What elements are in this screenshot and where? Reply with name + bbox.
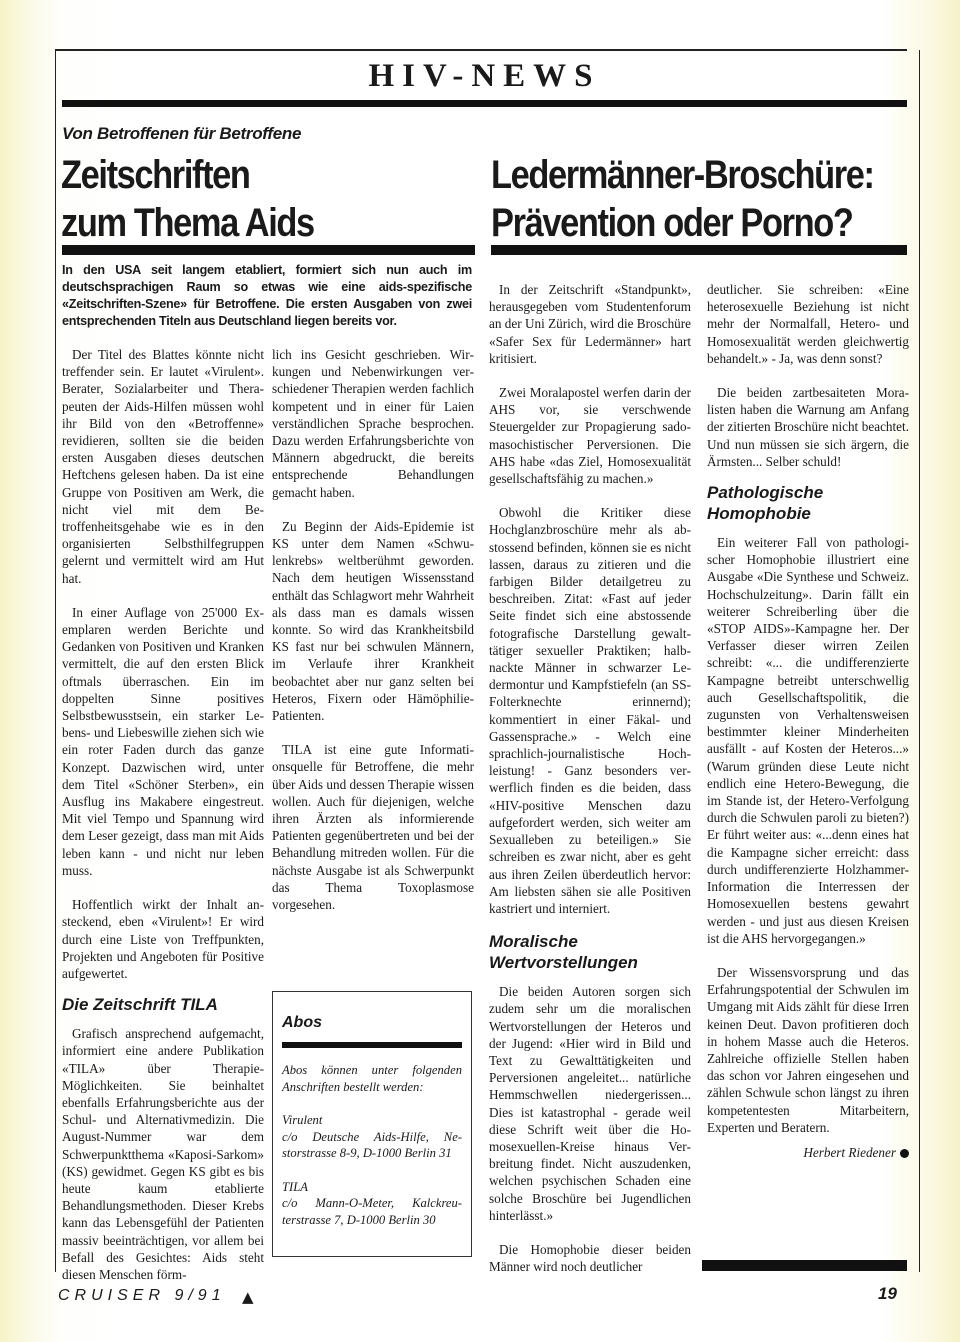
paragraph: Der Wissensvorsprung und das Erfahrungspotential der Schwulen im Umgang mit Aids zählt für diese Irren keinen Deut. Davon profitieren doch in hohem Masse auch die Heteros. Zahlreiche offizielle Stellen haben das schon vor Jahren eingesehen und zählen Schwule schon längst zu ihren kompetentesten Mitarbeitern, Experten und Beratern. <box>707 964 909 1135</box>
paragraph: TILA ist eine gute Informationsquelle für Betroffene, die mehr über Aids und dessen Therapie wissen wollen. Auch für diejenigen, welche ihren Ärzten als informierende Patienten gegenübertreten und bei der Behandlung mitreden wollen. Für die nächste Ausgabe ist als Schwerpunkt das Thema Toxoplasmose vorgesehen. <box>272 742 474 913</box>
paragraph: Zwei Moralapostel werfen darin der AHS vor, sie verschwende Steuergelder zur Propagierung sado-masochistischer Perversionen. Die AHS habe «das Ziel, Homosexualität gesellschaftsfähig zu machen.» <box>489 385 691 487</box>
paragraph: Ein weiterer Fall von pathologischer Homophobie illustriert eine Ausgabe «Die Synthese und Schweiz. Hochschulzeitung». Darin fällt ein weiterer Schreiberling über die «STOP AIDS»-Kampagne her. Der Verfasser dieser wirren Zeilen schreibt: «... die undifferenzierte Kampagne betreibt unterschwellig auch Gesellschaftspolitik, die zugunsten von Verhaltensweisen bestimmter kleiner Minderheiten ausfällt - auf Kosten der Heteros...» (Warum gründen diese Leute nicht endlich eine Hetero-Bewegung, die im Stande ist, der Hetero-Verfolgung durch die Schwulen paroli zu bieten?) Er führt weiter aus: «...denn eines hat die Kampagne sicher erreicht: dass durch undifferenzierte Holzhammer-Information die Interressen der Homosexuellen bestens gewahrt werden - und just aus diesen Kreisen ist die AHS hervorgegangen.» <box>707 535 909 946</box>
abos-entry-name: TILA <box>282 1179 308 1194</box>
article1-lede: In den USA seit langem etabliert, formiert sich nun auch im deutschsprachigen Raum so etwas wie eine aids-spezifische «Zeitschriften-Szene» für Betroffene. Die ersten Ausgaben von zwei entsprechenden Titeln aus Deutschland liegen bereits vor. <box>62 263 472 328</box>
paragraph: Die Homophobie dieser beiden Männer wird noch deutlicher <box>489 1241 691 1275</box>
article1-kicker: Von Betroffenen für Betroffene <box>62 124 302 143</box>
paragraph: Die beiden Autoren sorgen sich zudem sehr um die moralischen Wertvorstellungen der Heteros und der Jugend: «Hier wird in Bild und Text zu Gewalttätigkeiten und Perversionen angeleitet... natürliche Hemmschwellen niedergerissen... Dies ist katastrophal - gerade weil diese Schrift weit über die Homosexuellen-Kreise hinaus Verbreitung findet. Nicht auszudenken, welchen psychischen Schaden eine solche Broschüre bei Jugendlichen hinterlässt.» <box>489 984 691 1223</box>
masthead: HIV-NEWS <box>368 58 601 94</box>
paragraph: In der Zeitschrift «Standpunkt», herausgegeben vom Studentenforum an der Uni Zürich, wird die Broschüre «Safer Sex für Ledermänner» hart kritisiert. <box>489 282 691 366</box>
end-mark-icon <box>900 1149 909 1158</box>
paragraph: Zu Beginn der Aids-Epidemie ist KS unter dem Namen «Schwulenkrebs» weltberühmt geworden. Nach dem heutigen Wissensstand enthält das Schlagwort mehr Wahrheit als dass man es damals wissen konnte. So wird das Krankheitsbild KS fast nur bei schwulen Männern, im Verlaufe ihrer Krankheit beobachtet aber nur ganz selten bei Heteros, Fixern oder Hämöphilie-Patienten. <box>272 518 474 724</box>
article2-headline-rule <box>491 245 907 255</box>
article1-column-1 <box>62 346 264 1283</box>
paragraph: Obwohl die Kritiker diese Hochglanzbroschüre mehr als abstossend befinden, können sie es nicht lassen, daraus zu zitieren und die farbigen Bilder detailgetreu zu beschreiben. Zitat: «Fast auf jeder Seite findet sich eine abstossende fotografische Darstellung gewalttätiger sexueller Praktiken; halbnackte Männer in schwarzer Ledermontur und Kampfstiefeln (an SS-Folterknechte erinnernd); kommentiert in einer Fäkal- und Gassensprache.» - Welch eine sprachlich-journalistische Hochleistung! - Ganz besonders verwerflich finden es die beiden, dass «HIV-positive Menschen dazu aufgefordert werden, sich weiter am Sexualleben zu beteiligen.» Sie schreiben es zwar nicht, aber es geht aus ihren Zeilen überdeutlich hervor: Am liebsten sähen sie alle Positiven kastriert und interniert. <box>489 505 691 916</box>
article1-column-2 <box>272 346 474 913</box>
paragraph: Der Titel des Blattes könnte nicht treffender sein. Er lautet «Virulent». Berater, Sozialarbeiter und Therapeuten der Aids-Hilfen müssen wohl ihr Bild von den «Betroffenne» revidieren, sollten sie die beiden ersten Ausgaben dieses deutschen Heftchens gelesen haben. Da ist eine Gruppe von Positiven am Werk, die nicht viel mit dem Betroffenheitsgehabe wie es in den organisierten Selbsthilfegruppen gelernt und vermittelt wird am Hut hat. <box>62 347 264 586</box>
top-rule <box>55 49 907 51</box>
masthead-rule <box>62 100 907 107</box>
abos-text <box>282 1062 462 1228</box>
paragraph: lich ins Gesicht geschrieben. Wirkungen und Nebenwirkungen verschiedener Therapien werden fachlich kompetent und in einer für Laien verständlichen Sprache besprochen. Dazu werden Erfahrungsberichte von Männern abgedruckt, die bereits entsprechende Behandlungen gemacht haben. <box>272 347 474 500</box>
article2-column-4 <box>707 281 909 1161</box>
page-number: 19 <box>878 1284 897 1303</box>
paragraph: Hoffentlich wirkt der Inhalt ansteckend, eben «Virulent»! Er wird durch eine Liste von Treffpunkten, Projekten und Angeboten für Positive aufgewertet. <box>62 897 264 981</box>
byline <box>707 1144 909 1161</box>
article1-headline-line2: zum Thema Aids <box>61 201 314 245</box>
paragraph: In einer Auflage von 25'000 Exemplaren werden Berichte und Gedanken von Positiven und Kranken vermittelt, die auf den ersten Blick oftmals überraschen. Ein im doppelten Sinne positives Selbstbewusstsein, ein starker Lebens- und Liebeswille ziehen sich wie ein roter Faden durch das ganze Konzept. Dazwischen wird, unter dem Titel «Schöner Sterben», ein Ausflug ins Makabere eingestreut. Mit viel Tempo und Spannung wird dem Leser gezeigt, dass man mit Aids leben kann - und nicht nur leben muss. <box>62 604 264 878</box>
article2-headline-line2: Prävention oder Porno? <box>491 201 853 245</box>
publication-footer: CRUISER 9/91 <box>58 1287 226 1304</box>
abos-rule <box>282 1042 462 1048</box>
paragraph: Grafisch ansprechend aufgemacht, informiert eine andere Publikation «TILA» über Therapie-Möglichkeiten. Sie beinhaltet ebenfalls Erfahrungsberichte aus der Schul- und Alternativmedizin. Die August-Nummer war dem Schwerpunktthema «Kaposi-Sarkom» (KS) gewidmet. Gegen KS gibt es bis heute kaum etablierte Behandlungsmethoden. Dieser Krebs kann das Lebensgefühl der Patienten massiv beeinträchtigen, vor allem bei Befall des Gesichtes: Aids steht diesen Menschen förm- <box>62 1026 264 1282</box>
abos-box <box>272 991 472 1257</box>
closing-rule <box>702 1260 907 1271</box>
abos-entry-address: c/o Deutsche Aids-Hilfe, Nestorstrasse 8-9, D-1000 Berlin 31 <box>282 1129 462 1160</box>
author-name: Herbert Riedener <box>803 1144 896 1160</box>
subhead-tila: Die Zeitschrift TILA <box>62 995 218 1015</box>
triangle-up-icon: ▲ <box>242 1288 254 1306</box>
article1-headline-line1: Zeitschriften <box>61 153 250 197</box>
article1-headline-rule <box>62 245 475 255</box>
article2-column-3 <box>489 281 691 1275</box>
subhead-patho: Pathologische Homophobie <box>707 483 824 524</box>
paragraph: Die beiden zartbesaiteten Moralisten haben die Warnung am Anfang der zitierten Broschüre nicht beachtet. Und nun müssen sie sich ärgern, die Ärmsten... Selber schuld! <box>707 385 909 469</box>
abos-entry-name: Virulent <box>282 1113 323 1127</box>
subhead-moral: Moralische Wertvorstellungen <box>489 932 638 973</box>
abos-title: Abos <box>282 1014 322 1031</box>
abos-entry-address: c/o Mann-O-Meter, Kalckreuterstrasse 7, D-1000 Berlin 30 <box>282 1196 462 1227</box>
article2-headline-line1: Ledermänner-Broschüre: <box>491 153 874 197</box>
abos-intro: Abos können unter folgenden Anschriften bestellt werden: <box>282 1063 462 1094</box>
paragraph: deutlicher. Sie schreiben: «Eine heterosexuelle Beziehung ist nicht mehr der Normalfall, Hetero- und Homosexualität werden gleichwertig behandelt.» - Ja, was denn sonst? <box>707 282 909 366</box>
